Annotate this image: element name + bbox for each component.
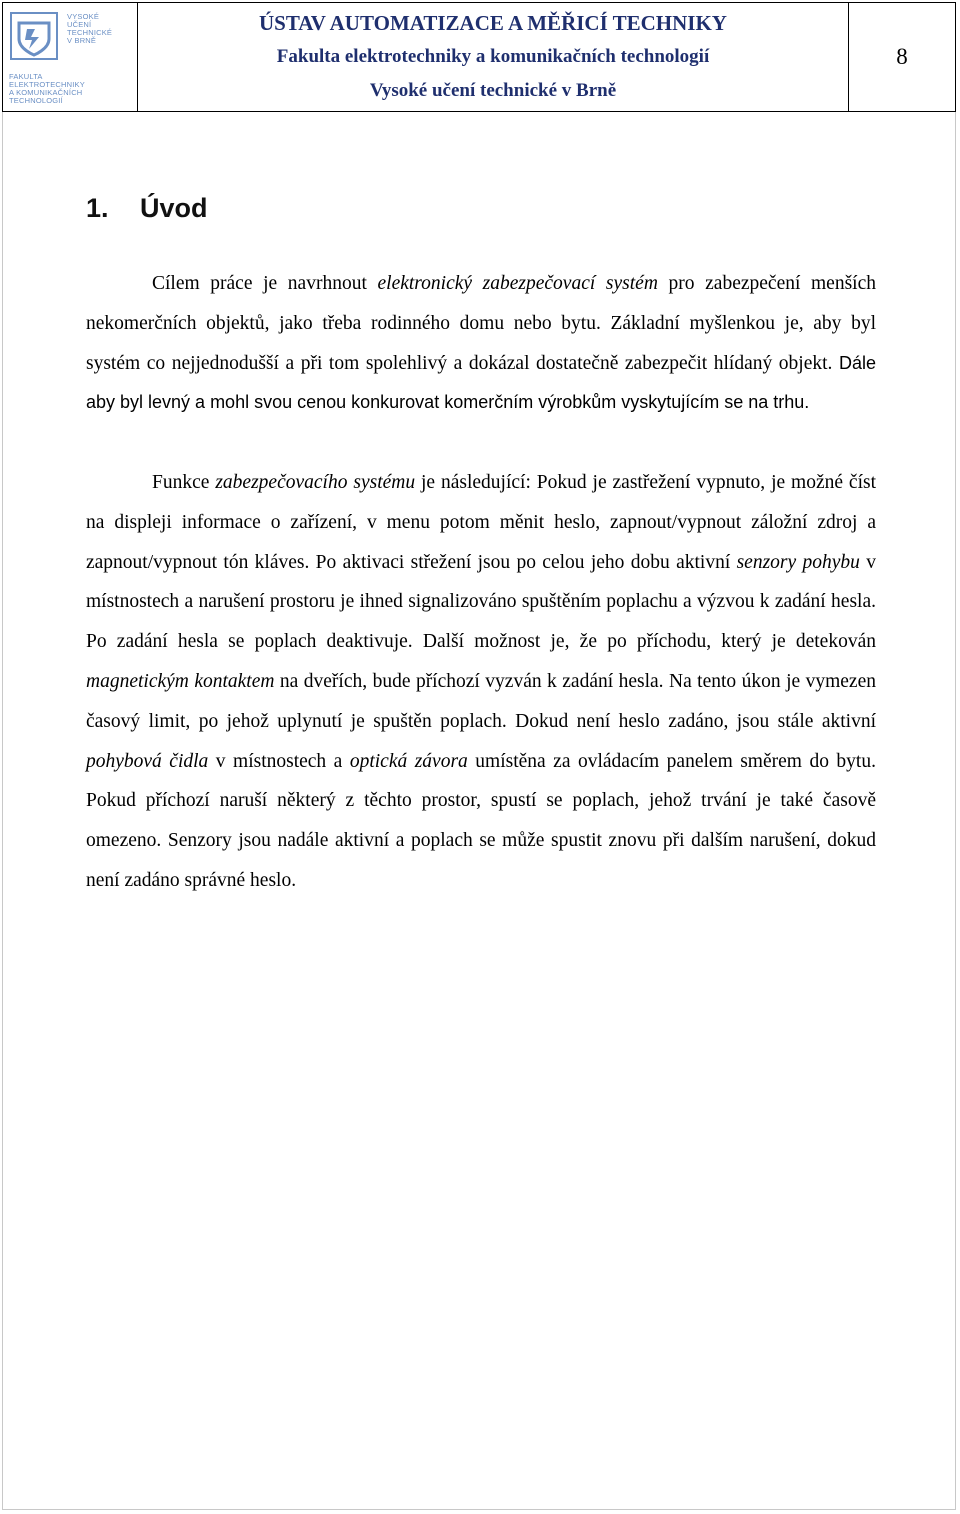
function-emphasis-5: optická závora — [349, 750, 468, 772]
function-text-a: Funkce — [152, 472, 216, 493]
function-text-c: v místnostech a narušení prostoru je ihned signalizováno spuštěním poplachu a výzvou k zadání hesla. Po zadání hesla se poplach deaktivuje. Další možnost je, že po příchodu, který je detekován — [86, 551, 877, 653]
function-text-d: na dveřích, bude příchozí vyzván k zadání hesla. Na tento úkon je vymezen časový limit, po jehož uplynutí je spuštěn poplach. Dokud není heslo zadáno, jsou stále aktivní — [86, 670, 876, 732]
intro-emphasis: elektronický zabezpečovací systém — [377, 273, 658, 294]
intro-paragraph — [86, 264, 876, 423]
section-title: Úvod — [140, 193, 208, 223]
intro-text-2: pro zabezpečení menších nekomerčních objektů, jako třeba rodinného domu nebo bytu. Základní myšlenkou je, aby byl systém co nejjednodušší a při tom spolehlivý a dokázal dostatečně zabezpečit hlídaný objekt. — [86, 273, 877, 374]
page-number: 8 — [848, 2, 956, 112]
function-emphasis-4: pohybová čidla — [86, 750, 209, 772]
function-text-b: je následující: Pokud je zastřežení vypnuto, je možné číst na displeji informace o zařízení, v menu potom měnit heslo, zapnout/vypnout záložní zdroj a zapnout/vypnout tón kláves. Po aktivaci střežení jsou po celou jeho dobu aktivní — [86, 472, 877, 573]
function-paragraph — [86, 463, 876, 901]
page-header — [2, 2, 956, 112]
function-emphasis-3: magnetickým kontaktem — [86, 670, 275, 692]
section-number: 1. — [86, 193, 109, 223]
header-title-block — [138, 2, 848, 112]
function-text-f: umístěna za ovládacím panelem směrem do bytu. Pokud příchozí naruší některý z těchto prostor, spustí se poplach, jehož trvání je také časově omezeno. Senzory jsou nadále aktivní a poplach se může spustit znovu při dalším narušení, dokud není zadáno správné heslo. — [86, 750, 876, 891]
function-emphasis-2: senzory pohybu — [736, 551, 860, 573]
intro-text-1: Cílem práce je navrhnout — [152, 273, 378, 294]
function-emphasis-1: zabezpečovacího systému — [215, 472, 416, 493]
intro-text-3: Dále aby byl levný a mohl svou cenou konkurovat komerčním výrobkům vyskytujícím se na trhu. — [86, 352, 876, 413]
faculty-name: Fakulta elektrotechniky a komunikačních technologií — [276, 46, 710, 67]
university-logo — [2, 2, 138, 112]
faculty-crest-icon — [9, 11, 59, 61]
institute-name: ÚSTAV AUTOMATIZACE A MĚŘICÍ TECHNIKY — [259, 11, 727, 35]
university-name-logo-text: VYSOKÉ UČENÍ TECHNICKÉ V BRNĚ — [67, 12, 113, 45]
university-name: Vysoké učení technické v Brně — [369, 80, 617, 101]
section-heading — [86, 193, 208, 224]
function-text-e: v místnostech a — [208, 750, 350, 772]
faculty-name-logo-text: FAKULTA ELEKTROTECHNIKY A KOMUNIKAČNÍCH TECHNOLOGIÍ — [9, 72, 85, 105]
